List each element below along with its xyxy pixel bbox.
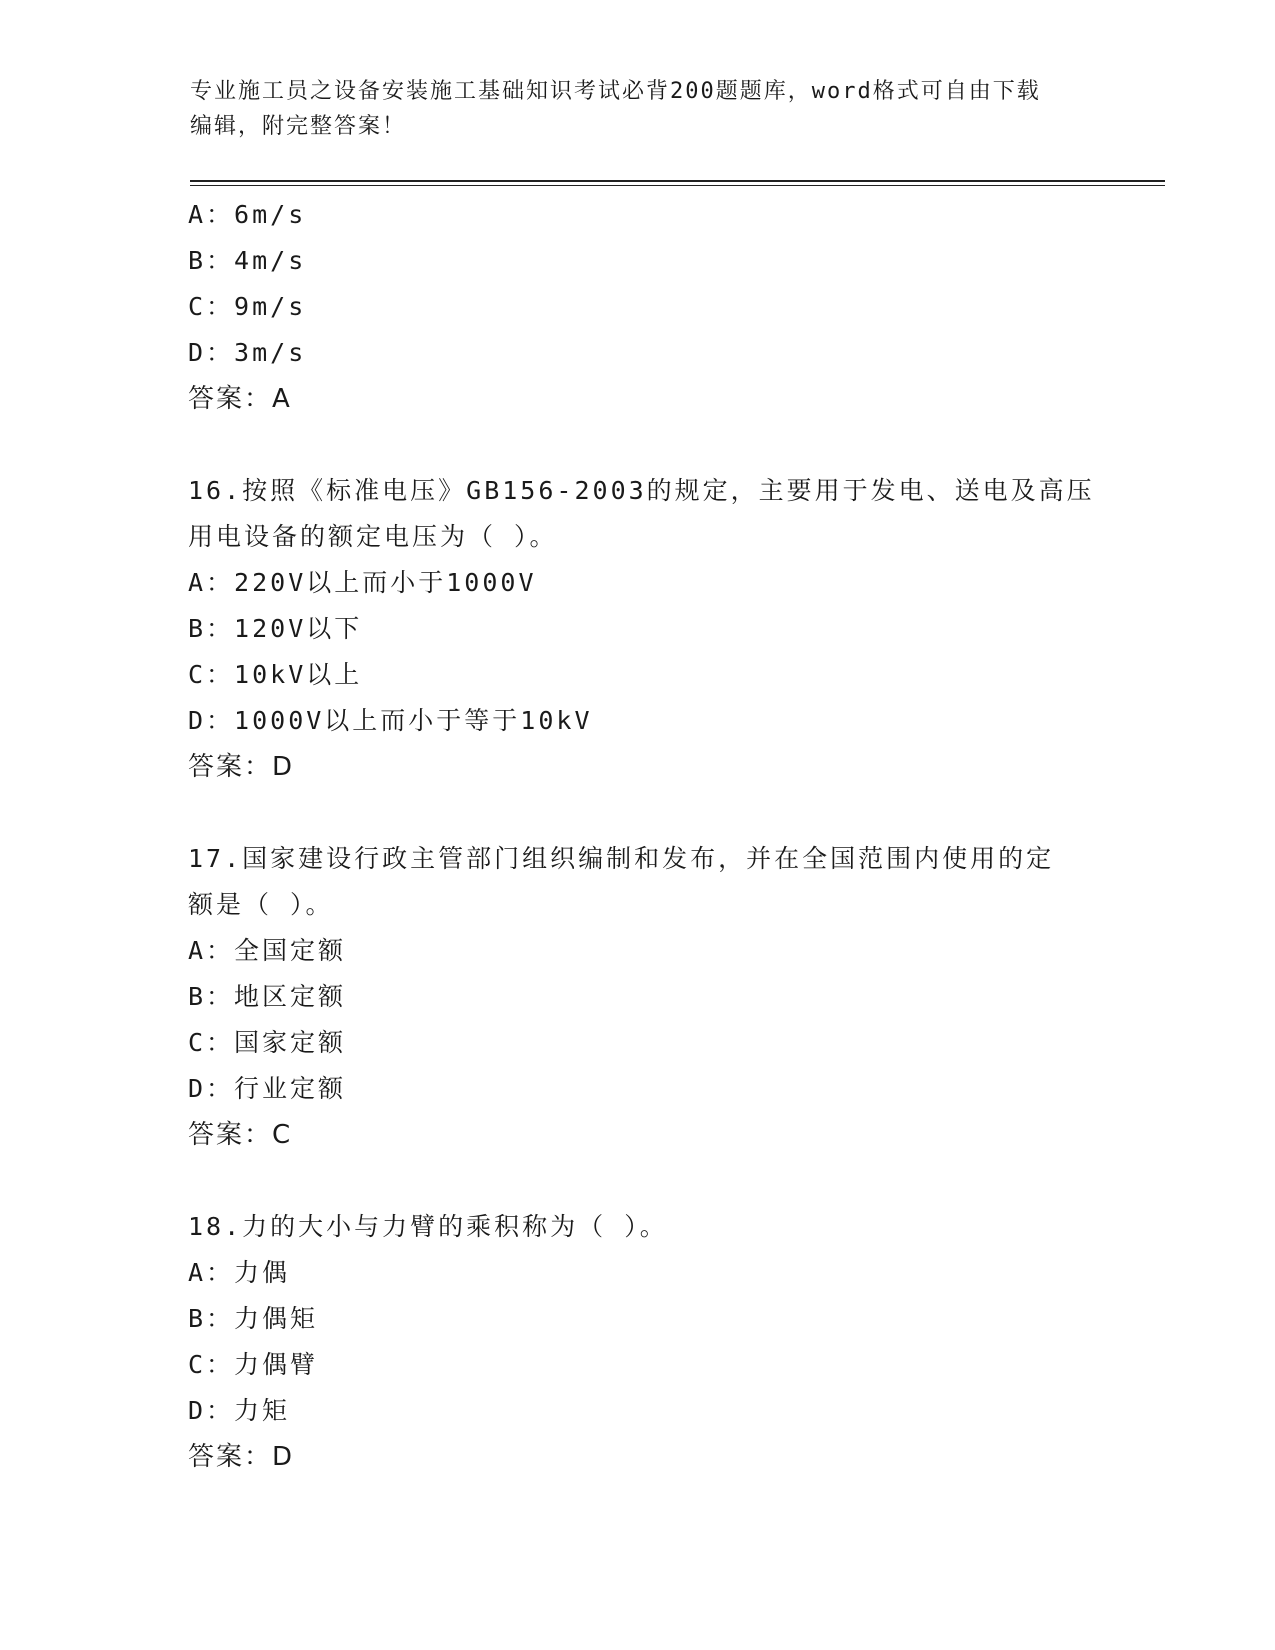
option-d: D：1000V以上而小于等于10kV xyxy=(188,706,593,735)
option-c: C：力偶臂 xyxy=(188,1350,319,1379)
option-b: B：120V以下 xyxy=(188,614,363,643)
question-list xyxy=(188,192,1108,1480)
question-15 xyxy=(188,192,1108,422)
option-d: D：3m/s xyxy=(188,338,307,367)
answer: 答案：D xyxy=(188,1442,295,1472)
option-a: A：220V以上而小于1000V xyxy=(188,568,537,597)
header-divider-thin xyxy=(190,185,1165,186)
question-text-line-1: 17.国家建设行政主管部门组织编制和发布，并在全国范围内使用的定 xyxy=(188,844,1055,873)
option-d: D：行业定额 xyxy=(188,1074,347,1103)
answer: 答案：C xyxy=(188,1120,293,1150)
option-a: A：6m/s xyxy=(188,200,307,229)
option-b: B：4m/s xyxy=(188,246,307,275)
option-d: D：力矩 xyxy=(188,1396,291,1425)
header-line-1: 专业施工员之设备安装施工基础知识考试必背200题题库，word格式可自由下载 xyxy=(190,79,1041,104)
question-text-line-1: 16.按照《标准电压》GB156-2003的规定，主要用于发电、送电及高压 xyxy=(188,476,1095,505)
question-16 xyxy=(188,468,1108,790)
header-line-2: 编辑，附完整答案！ xyxy=(190,114,407,139)
option-c: C：9m/s xyxy=(188,292,307,321)
document-header xyxy=(190,74,1090,144)
option-c: C：10kV以上 xyxy=(188,660,363,689)
option-b: B：地区定额 xyxy=(188,982,347,1011)
answer: 答案：D xyxy=(188,752,295,782)
question-text-line-2: 额是（ ）。 xyxy=(188,890,334,919)
option-a: A：全国定额 xyxy=(188,936,347,965)
question-text-line-1: 18.力的大小与力臂的乘积称为（ ）。 xyxy=(188,1212,668,1241)
question-text-line-2: 用电设备的额定电压为（ ）。 xyxy=(188,522,558,551)
header-divider-thick xyxy=(190,180,1165,182)
answer: 答案：A xyxy=(188,384,292,414)
option-b: B：力偶矩 xyxy=(188,1304,319,1333)
question-17 xyxy=(188,836,1108,1158)
option-a: A：力偶 xyxy=(188,1258,291,1287)
option-c: C：国家定额 xyxy=(188,1028,347,1057)
question-18 xyxy=(188,1204,1108,1480)
